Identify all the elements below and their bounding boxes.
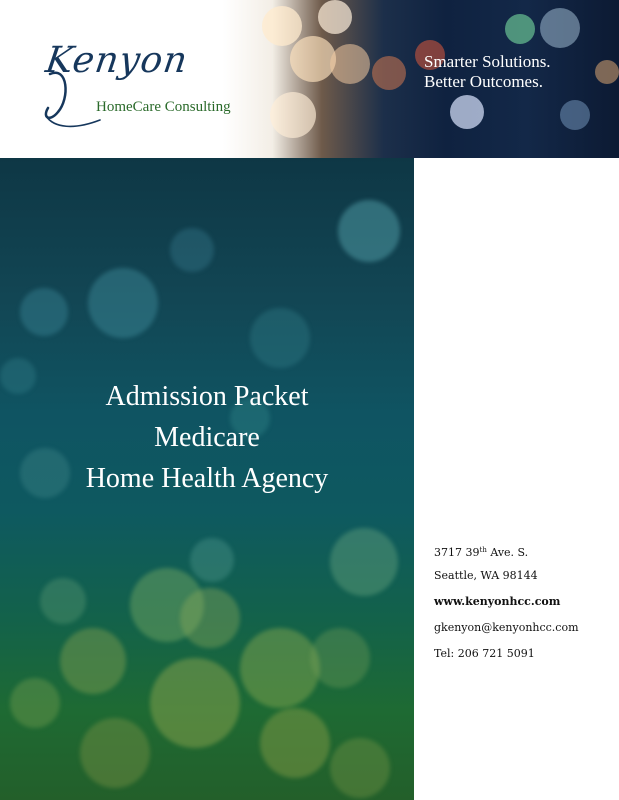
- bokeh-light: [240, 628, 320, 708]
- bokeh-light: [250, 308, 310, 368]
- bokeh-light: [260, 708, 330, 778]
- bokeh-light: [595, 60, 619, 84]
- email-link[interactable]: gkenyon@kenyonhcc.com: [434, 621, 579, 634]
- title-line-2: Medicare: [154, 422, 260, 453]
- tagline: [424, 52, 551, 92]
- bokeh-light: [262, 6, 302, 46]
- bokeh-light: [540, 8, 580, 48]
- cover-title: [0, 376, 414, 499]
- bokeh-light: [270, 92, 316, 138]
- bokeh-light: [505, 14, 535, 44]
- tagline-line-1: Smarter Solutions.: [424, 52, 551, 71]
- bokeh-light: [450, 95, 484, 129]
- website-link[interactable]: www.kenyonhcc.com: [434, 595, 561, 608]
- logo-subtitle: HomeCare Consulting: [96, 99, 231, 115]
- tagline-line-2: Better Outcomes.: [424, 72, 543, 91]
- bokeh-light: [318, 0, 352, 34]
- bokeh-light: [330, 738, 390, 798]
- city-state-zip: Seattle, WA 98144: [434, 569, 538, 582]
- bokeh-light: [80, 718, 150, 788]
- title-line-3: Home Health Agency: [85, 463, 329, 494]
- header-banner: [0, 0, 619, 158]
- contact-info: [434, 542, 579, 672]
- bokeh-light: [338, 200, 400, 262]
- bokeh-light: [310, 628, 370, 688]
- street-address: 3717 39th Ave. S.: [434, 546, 529, 559]
- bokeh-light: [290, 36, 336, 82]
- bokeh-light: [20, 288, 68, 336]
- bokeh-light: [330, 528, 398, 596]
- kenyon-logo: [40, 40, 250, 130]
- bokeh-light: [88, 268, 158, 338]
- cover-image-panel: [0, 158, 414, 800]
- bokeh-light: [180, 588, 240, 648]
- logo-wordmark: Kenyon: [43, 40, 191, 81]
- bokeh-light: [170, 228, 214, 272]
- phone-number: Tel: 206 721 5091: [434, 647, 535, 660]
- bokeh-light: [190, 538, 234, 582]
- bokeh-light: [372, 56, 406, 90]
- bokeh-light: [330, 44, 370, 84]
- title-line-1: Admission Packet: [105, 381, 309, 412]
- bokeh-light: [150, 658, 240, 748]
- bokeh-light: [560, 100, 590, 130]
- bokeh-light: [10, 678, 60, 728]
- bokeh-light: [60, 628, 126, 694]
- bokeh-light: [40, 578, 86, 624]
